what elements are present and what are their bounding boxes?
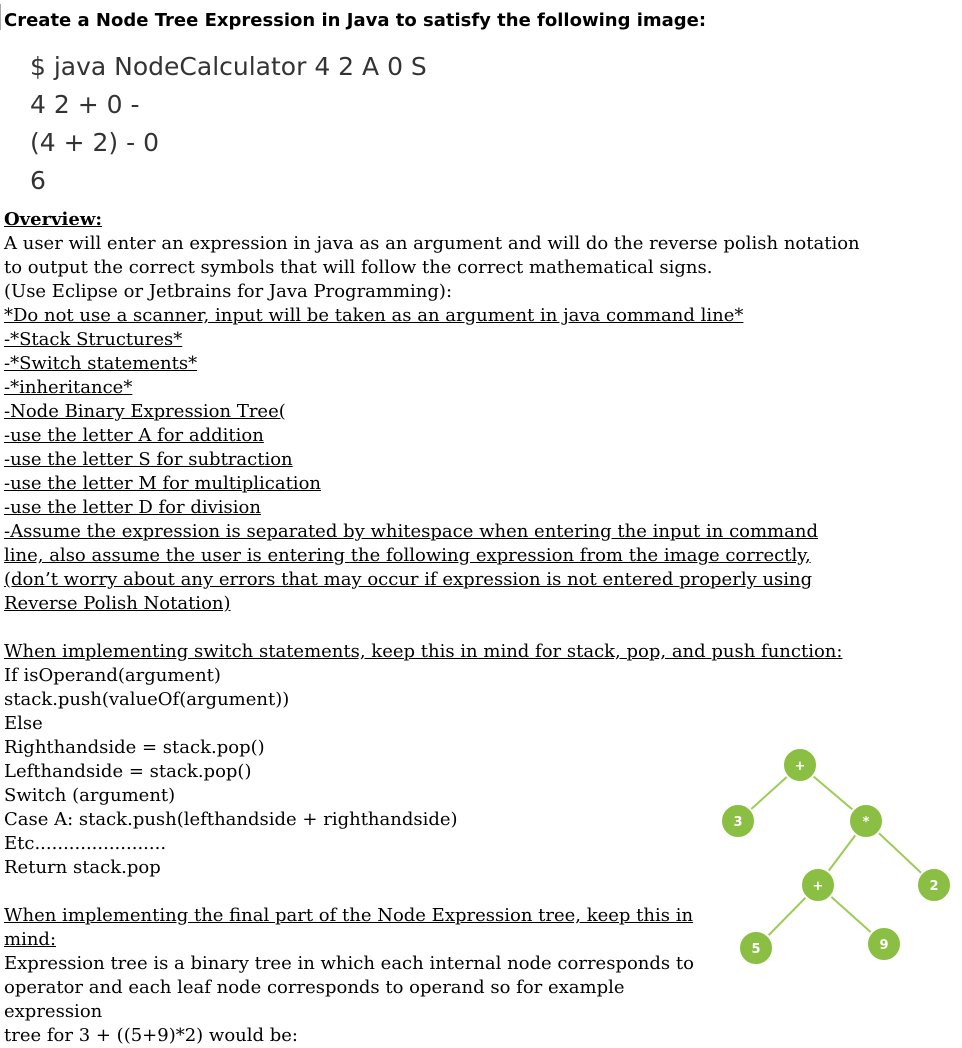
tree-node-label: 2 — [929, 879, 939, 894]
requirement-line: -Assume the expression is separated by whitespace when entering the input in command — [4, 521, 818, 542]
console-line: $ java NodeCalculator 4 2 A 0 S — [30, 52, 427, 81]
tree-section-title-line: When implementing the final part of the Node Expression tree, keep this in — [4, 905, 694, 926]
tree-node-mult — [849, 804, 883, 838]
code-line: Switch (argument) — [4, 785, 176, 806]
tree-node-label: + — [812, 879, 824, 894]
code-line: Else — [4, 713, 43, 734]
tree-node-label: * — [862, 815, 870, 830]
tree-node-three — [721, 804, 755, 838]
requirement-line: -use the letter M for multiplication — [4, 473, 321, 494]
overview-intro-line: A user will enter an expression in java as an argument and will do the reverse polish notation — [4, 233, 860, 254]
requirement-line: -use the letter D for division — [4, 497, 261, 518]
code-line: Righthandside = stack.pop() — [4, 737, 265, 758]
tree-node-plus2 — [801, 868, 835, 902]
overview-title: Overview: — [4, 209, 102, 230]
console-line: 6 — [30, 166, 46, 195]
requirement-line: -*Stack Structures* — [4, 329, 183, 350]
requirement-line: line, also assume the user is entering the following expression from the image correctly, — [4, 545, 811, 566]
overview-intro-line: (Use Eclipse or Jetbrains for Java Programming): — [4, 281, 453, 302]
tree-section-text-line: tree for 3 + ((5+9)*2) would be: — [4, 1025, 298, 1046]
requirement-line: *Do not use a scanner, input will be taken as an argument in java command line* — [4, 305, 744, 326]
tree-node-label: 5 — [751, 942, 761, 957]
tree-node-root — [783, 748, 817, 782]
code-line: Return stack.pop — [4, 857, 161, 878]
code-line: Etc....................... — [4, 833, 167, 854]
requirement-line: -*inheritance* — [4, 377, 133, 398]
tree-node-five — [739, 931, 773, 965]
expression-tree-diagram — [700, 735, 960, 975]
requirement-line: -*Switch statements* — [4, 353, 198, 374]
tree-section-title-line: mind: — [4, 929, 57, 950]
spacer — [4, 616, 854, 640]
page-heading: Create a Node Tree Expression in Java to satisfy the following image: — [4, 10, 707, 31]
tree-section-text-line: operator and each leaf node corresponds to operand so for example expression — [4, 977, 625, 1022]
switch-section-title: When implementing switch statements, keep this in mind for stack, pop, and push function: — [4, 641, 843, 662]
console-line: (4 + 2) - 0 — [30, 128, 159, 157]
code-line: stack.push(valueOf(argument)) — [4, 689, 290, 710]
tree-section-text-line: Expression tree is a binary tree in which each internal node corresponds to — [4, 953, 694, 974]
requirement-line: (don’t worry about any errors that may occur if expression is not entered properly using — [4, 569, 813, 590]
overview-intro-line: to output the correct symbols that will follow the correct mathematical signs. — [4, 257, 713, 278]
code-line: Lefthandside = stack.pop() — [4, 761, 252, 782]
requirement-line: -Node Binary Expression Tree( — [4, 401, 286, 422]
tree-node-two — [917, 868, 951, 902]
tree-node-nine — [867, 927, 901, 961]
code-line: Case A: stack.push(lefthandside + righthandside) — [4, 809, 458, 830]
requirement-line: -use the letter A for addition — [4, 425, 264, 446]
console-output — [30, 50, 427, 202]
tree-node-label: 3 — [733, 815, 743, 830]
tree-section — [4, 904, 704, 1048]
requirement-line: Reverse Polish Notation) — [4, 593, 231, 614]
console-line: 4 2 + 0 - — [30, 90, 140, 119]
requirement-line: -use the letter S for subtraction — [4, 449, 293, 470]
tree-node-label: 9 — [879, 938, 889, 953]
code-line: If isOperand(argument) — [4, 665, 221, 686]
left-edge-mark — [0, 4, 1, 30]
tree-node-label: + — [794, 759, 806, 774]
